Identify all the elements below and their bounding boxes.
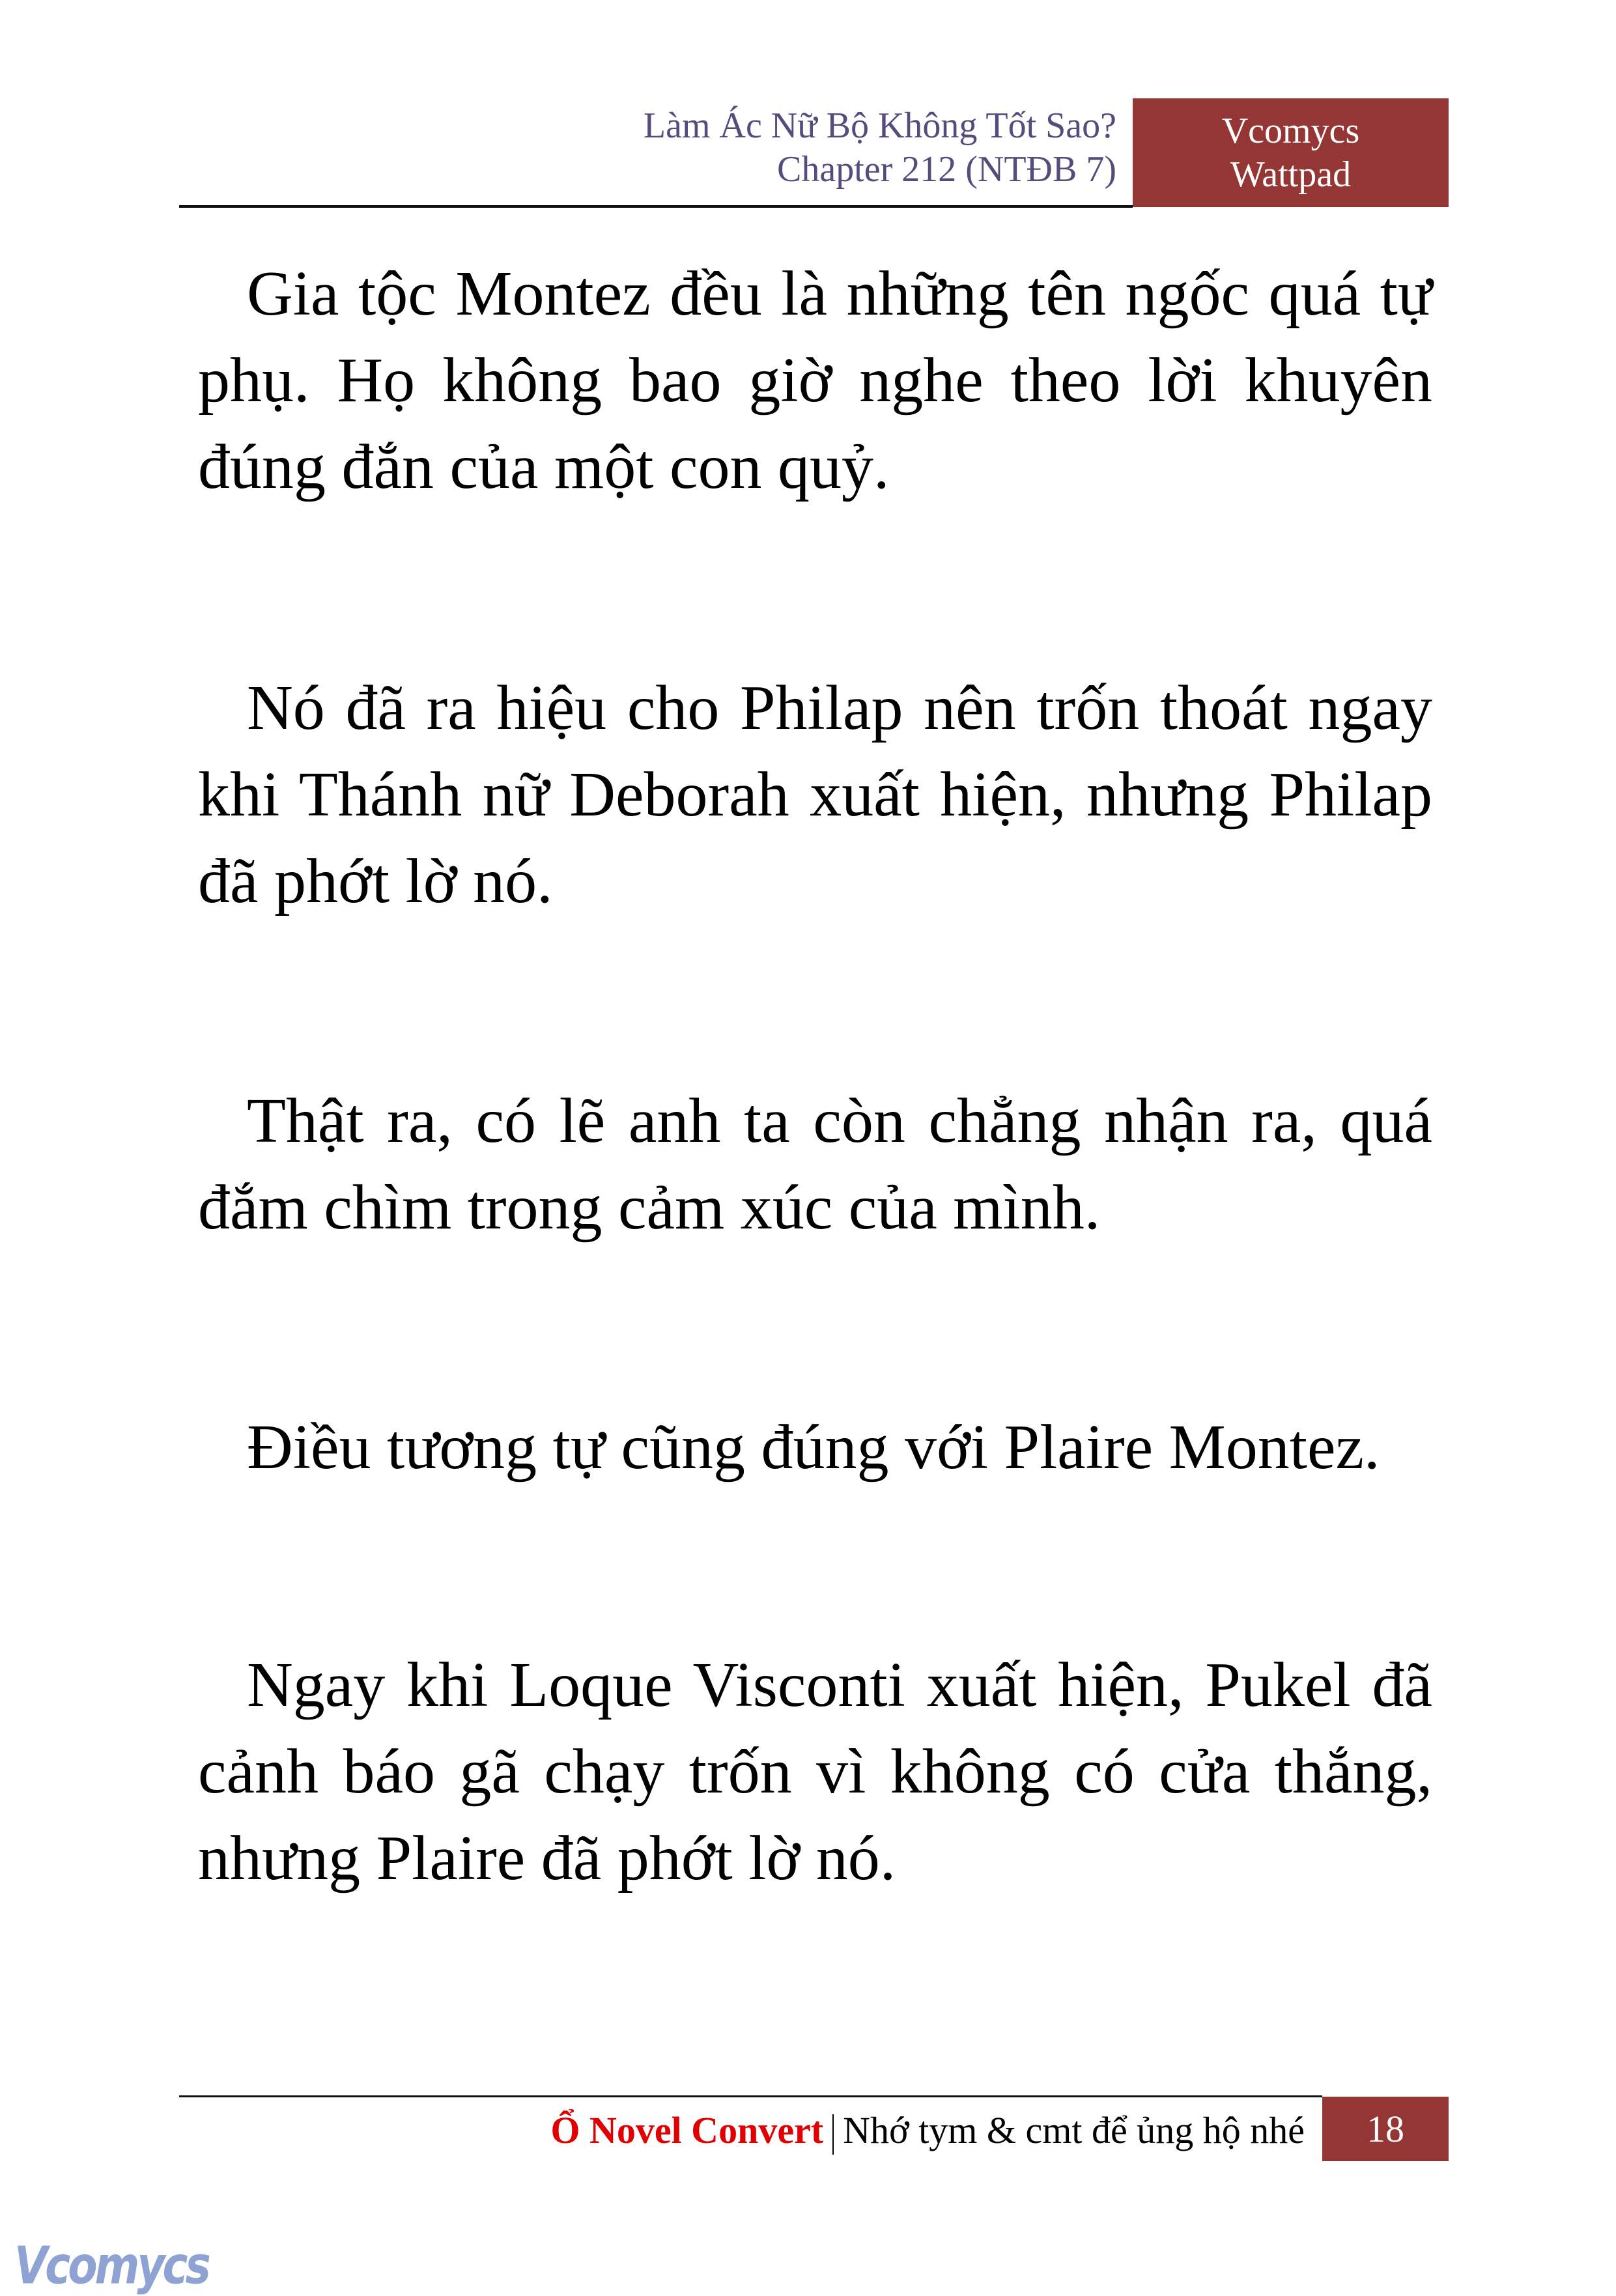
brand-box — [1133, 98, 1449, 207]
running-header — [644, 104, 1116, 191]
paragraph: Thật ra, có lẽ anh ta còn chẳng nhận ra, quá đắm chìm trong cảm xúc của mình. — [198, 1086, 1432, 1243]
footer-separator — [832, 2114, 834, 2155]
book-title: Làm Ác Nữ Bộ Không Tốt Sao? — [643, 106, 1116, 146]
footer-text — [550, 2109, 1305, 2155]
page-number: 18 — [1322, 2097, 1449, 2161]
footer-divider — [179, 2095, 1322, 2097]
header-divider — [179, 205, 1133, 208]
paragraph: Gia tộc Montez đều là những tên ngốc quá tự phụ. Họ không bao giờ nghe theo lời khuyên đúng đắn của một con quỷ. — [198, 259, 1432, 502]
paragraph: Ngay khi Loque Visconti xuất hiện, Pukel đã cảnh báo gã chạy trốn vì không có cửa thắng, nhưng Plaire đã phớt lờ nó. — [198, 1650, 1432, 1893]
footer-brand: Ổ Novel Convert — [550, 2109, 824, 2151]
vcomycs-logo: Vcomycs — [14, 2235, 208, 2296]
footer-message: Nhớ tym & cmt để ủng hộ nhé — [843, 2109, 1305, 2151]
brand-line-1: Vcomycs — [1221, 110, 1360, 151]
brand-line-2: Wattpad — [1230, 154, 1352, 195]
chapter-label: Chapter 212 (NTĐB 7) — [776, 149, 1116, 190]
paragraph: Điều tương tự cũng đúng với Plaire Montez. — [247, 1412, 1380, 1482]
paragraph: Nó đã ra hiệu cho Philap nên trốn thoát ngay khi Thánh nữ Deborah xuất hiện, nhưng Philap đã phớt lờ nó. — [198, 673, 1432, 916]
